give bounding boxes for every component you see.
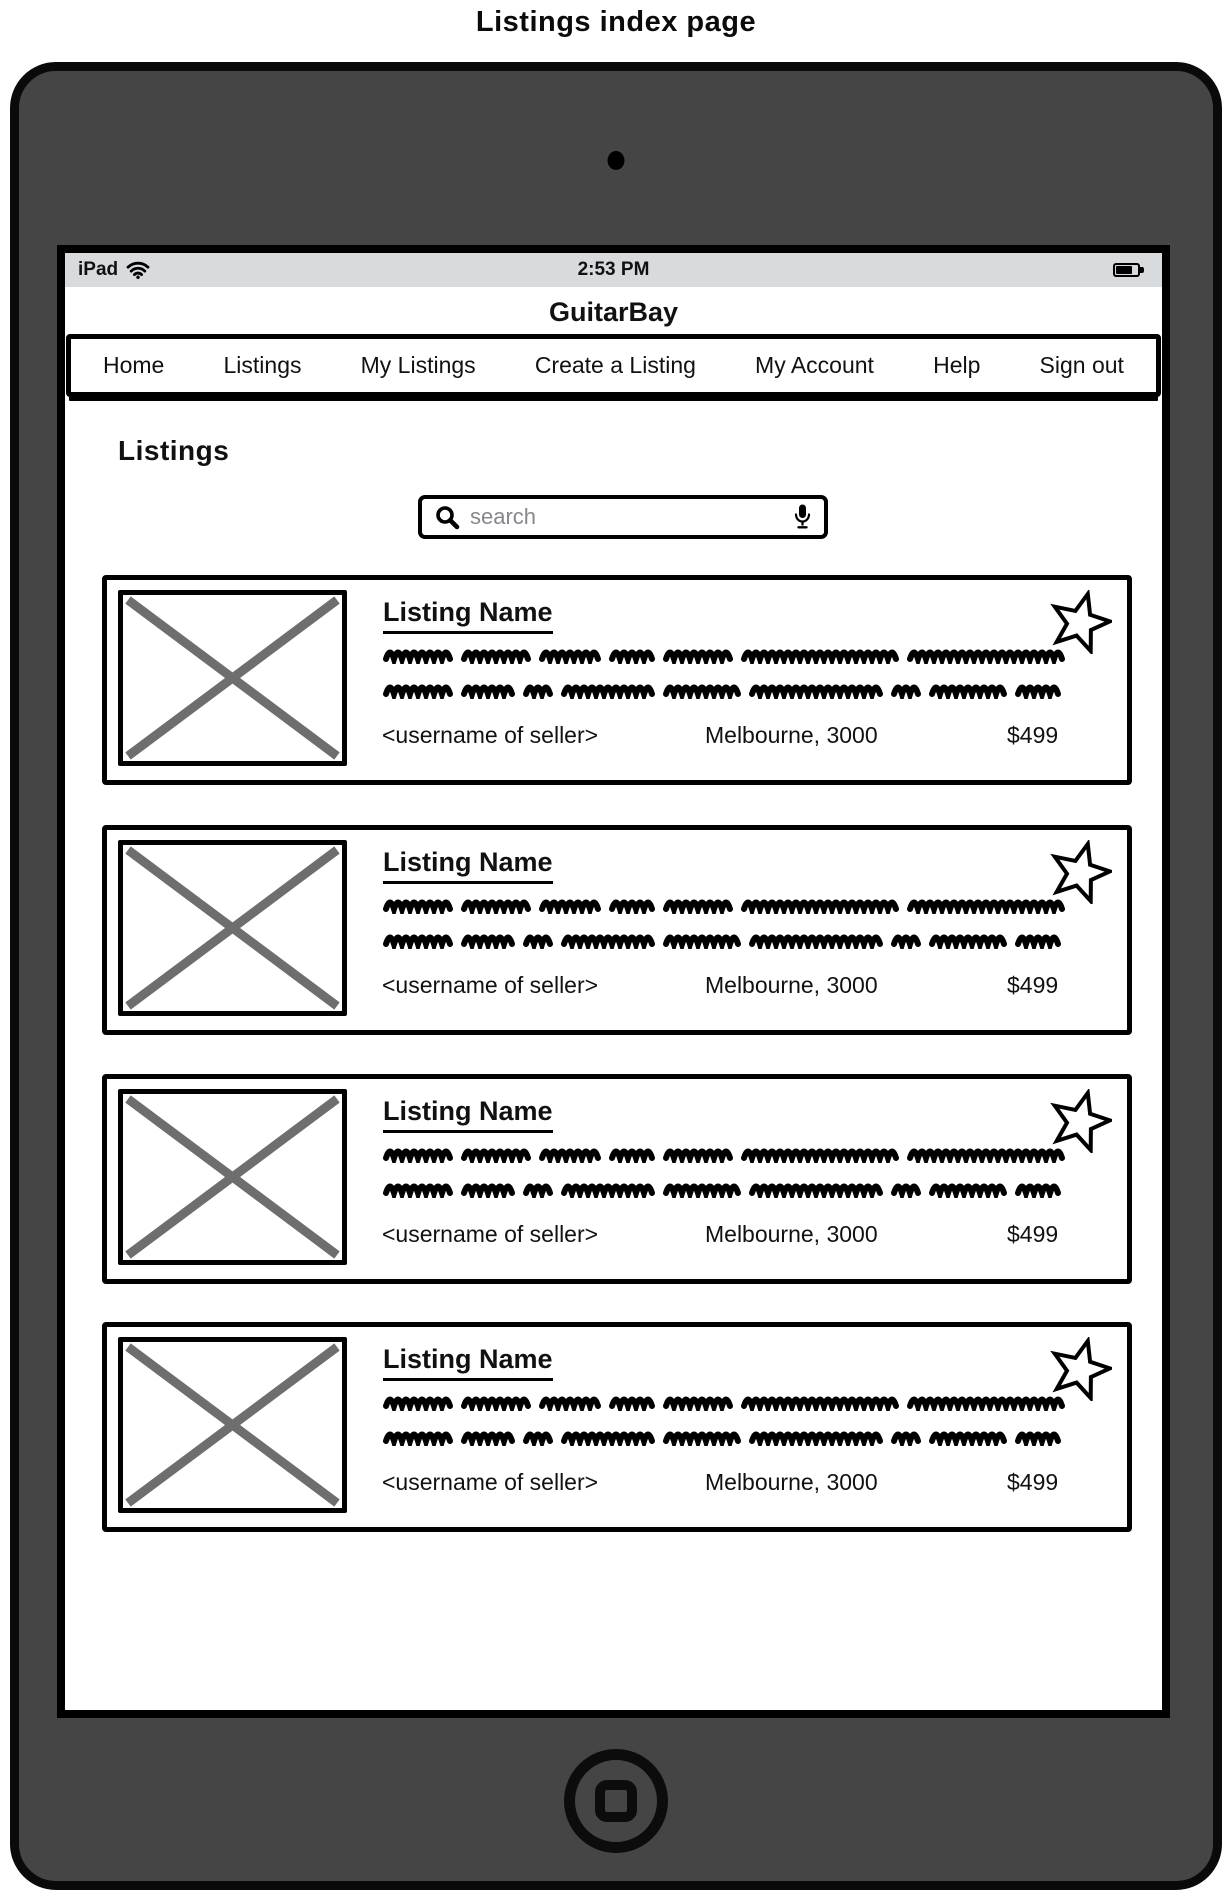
listing-card[interactable] [102, 575, 1132, 785]
listing-description-scribble [383, 892, 1065, 914]
search-bar [418, 495, 828, 539]
favorite-star-icon[interactable] [1048, 1337, 1112, 1401]
favorite-star-icon[interactable] [1048, 1089, 1112, 1153]
nav-item-sign-out[interactable]: Sign out [1039, 352, 1124, 378]
ipad-frame [10, 62, 1222, 1890]
app-title: GuitarBay [548, 297, 679, 327]
listing-location: Melbourne, 3000 [705, 1469, 878, 1495]
listing-image-placeholder [118, 590, 347, 766]
listing-card[interactable] [102, 1074, 1132, 1284]
listing-location: Melbourne, 3000 [705, 1221, 878, 1247]
listing-description-scribble [383, 642, 1065, 664]
listing-price: $499 [1007, 722, 1059, 748]
listing-seller: <username of seller> [382, 722, 599, 748]
listing-name[interactable]: Listing Name [383, 1344, 553, 1381]
nav-item-my-account[interactable]: My Account [755, 352, 874, 378]
status-bar [65, 253, 1162, 287]
listing-image-placeholder [118, 840, 347, 1016]
search-icon [434, 504, 461, 531]
listing-description-scribble [383, 1141, 1065, 1163]
listing-seller: <username of seller> [382, 1469, 599, 1495]
listing-price: $499 [1007, 1469, 1059, 1495]
listing-description-scribble [383, 1424, 1061, 1446]
listing-image-placeholder [118, 1089, 347, 1265]
listing-description-scribble [383, 1176, 1061, 1198]
listing-location: Melbourne, 3000 [705, 972, 878, 998]
camera-icon [608, 151, 625, 170]
listing-seller: <username of seller> [382, 1221, 599, 1247]
mic-icon[interactable] [793, 503, 812, 531]
favorite-star-icon[interactable] [1048, 590, 1112, 654]
nav-item-home[interactable]: Home [103, 352, 165, 378]
status-device-label: iPad [78, 259, 119, 280]
listing-price: $499 [1007, 972, 1059, 998]
listing-name[interactable]: Listing Name [383, 1096, 553, 1133]
nav-bar [66, 334, 1161, 397]
page-title: Listings index page [475, 6, 757, 38]
status-time: 2:53 PM [577, 259, 650, 280]
ipad-screen [57, 245, 1170, 1718]
nav-item-my-listings[interactable]: My Listings [360, 352, 476, 378]
listing-name[interactable]: Listing Name [383, 597, 553, 634]
nav-item-create-a-listing[interactable]: Create a Listing [534, 352, 696, 378]
listing-seller: <username of seller> [382, 972, 599, 998]
listing-card[interactable] [102, 825, 1132, 1035]
nav-item-listings[interactable]: Listings [223, 352, 302, 378]
listing-description-scribble [383, 1389, 1065, 1411]
battery-icon [1113, 263, 1140, 277]
listing-description-scribble [383, 927, 1061, 949]
listing-location: Melbourne, 3000 [705, 722, 878, 748]
home-button-square-icon [595, 1780, 637, 1822]
listing-card[interactable] [102, 1322, 1132, 1532]
search-input[interactable] [470, 504, 784, 530]
page-heading: Listings [118, 435, 230, 466]
nav-item-help[interactable]: Help [933, 352, 981, 378]
listing-description-scribble [383, 677, 1061, 699]
listing-image-placeholder [118, 1337, 347, 1513]
favorite-star-icon[interactable] [1048, 840, 1112, 904]
home-button[interactable] [564, 1749, 668, 1853]
listing-name[interactable]: Listing Name [383, 847, 553, 884]
listing-price: $499 [1007, 1221, 1059, 1247]
